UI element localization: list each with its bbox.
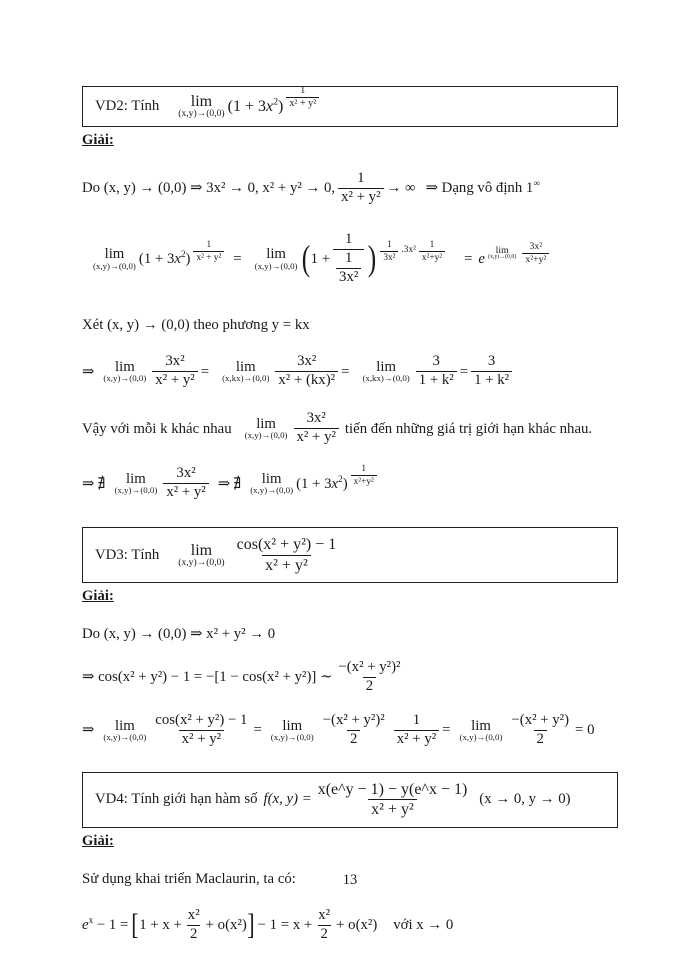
lhs-exponent: $\frac{1}{\text{x² + y²}}$ bbox=[190, 240, 227, 263]
limit-1: lim (x,y)→(0,0) bbox=[103, 359, 147, 384]
vd3-limit-operator: lim (x,y)→(0,0) bbox=[178, 541, 225, 568]
vd2-sol-line-4 bbox=[82, 354, 618, 389]
vd3-sol-line-2 bbox=[82, 660, 618, 695]
vd3-line1-text: Do (x, y) → (0,0) ⇒ x² + y² → 0 bbox=[82, 626, 276, 643]
limit-6a: lim (x,y)→(0,0) bbox=[114, 471, 158, 496]
not-exists-2: ∄ bbox=[233, 475, 242, 492]
vd4-fraction: $\frac{x(e\^{}y - 1) - y(e\^{}x - 1)}{\text{x² + y²}}$ bbox=[317, 780, 468, 819]
maclaurin-fraction-1: $\frac{\text{x²}}{2}$ bbox=[187, 907, 200, 943]
vd2-sol-line-6 bbox=[82, 466, 618, 501]
vd3-fraction-2: $\frac{\text{−(x² + y²)²}}{2}$ bbox=[322, 711, 385, 747]
vd3-fraction-2b: $\frac{1}{\text{x² + y²}}$ bbox=[394, 713, 439, 748]
vd2-line5-lead: Vậy với mỗi k khác nhau bbox=[82, 420, 232, 437]
fraction-6a: $\frac{\text{3x²}}{\text{x² + y²}}$ bbox=[163, 466, 208, 501]
vd4-label: VD4: Tính giới hạn hàm số bbox=[95, 791, 258, 808]
rhs-limit-operator: lim (x,y)→(0,0) bbox=[254, 246, 298, 271]
maclaurin-after: − 1 = x + bbox=[257, 917, 313, 934]
limit-operator-5: lim (x,y)→(0,0) bbox=[244, 416, 288, 441]
maclaurin-inner-lead: 1 + x + bbox=[139, 917, 182, 934]
limit-2: lim (x,kx)→(0,0) bbox=[222, 359, 270, 384]
equals-c: = bbox=[459, 363, 469, 380]
vd3-line2-lead: ⇒ cos(x² + y²) − 1 = −[1 − cos(x² + y²)] ∼ bbox=[82, 668, 333, 685]
vd3-limit-3: lim (x,y)→(0,0) bbox=[459, 717, 503, 742]
vd2-line5-tail: tiến đến những giá trị giới hạn khác nhau. bbox=[344, 420, 593, 437]
equals-a: = bbox=[200, 363, 210, 380]
limit-operator bbox=[178, 94, 224, 119]
vd2-line1-tail: → ∞ bbox=[386, 180, 416, 197]
vd3-label: VD3: Tính bbox=[95, 546, 160, 563]
vd2-line1-lead: Do (x, y) → (0,0) ⇒ 3x² → 0, x² + y² → 0, bbox=[82, 180, 336, 197]
fraction-4: $\frac{3}{\text{1 + k²}}$ bbox=[471, 354, 512, 389]
maclaurin-tail: + o(x²) bbox=[336, 917, 378, 934]
lhs-limit-operator: lim (x,y)→(0,0) bbox=[93, 246, 136, 271]
vd4-sol-line-2 bbox=[82, 908, 618, 943]
vd3-limit-1: lim (x,y)→(0,0) bbox=[103, 717, 147, 742]
solution-heading-vd3: Giải: bbox=[82, 588, 114, 605]
vd2-exponent: $\frac{1}{\text{x² + y²}}$ bbox=[283, 86, 322, 111]
base-6b: $(1 + 3x^2)$ bbox=[296, 473, 348, 492]
example-box-vd3 bbox=[82, 527, 618, 583]
not-exists-1: ∄ bbox=[97, 475, 106, 492]
example-box-vd2 bbox=[82, 86, 618, 127]
equals-2: = bbox=[464, 250, 473, 267]
outer-exponent: $\frac{1}{\text{3x²}}$ .3x² $\frac{1}{\text{x²+y²}}$ bbox=[377, 240, 448, 263]
vd2-line3-text: Xét (x, y) → (0,0) theo phương y = kx bbox=[82, 316, 310, 333]
vd3-implies: ⇒ bbox=[82, 721, 95, 738]
euler-e: e bbox=[478, 250, 485, 267]
fraction-3: $\frac{3}{\text{1 + k²}}$ bbox=[416, 354, 457, 389]
vd2-expression: $(1 + 3x^2)$ bbox=[227, 96, 284, 115]
maclaurin-lhs: $e^x - 1$ = bbox=[82, 915, 129, 934]
page-content bbox=[82, 86, 618, 943]
nested-fraction: $\frac{1}{\frac{1}{\text{3x²}}}$ bbox=[333, 232, 364, 286]
close-bracket: ] bbox=[247, 908, 255, 941]
vd3-fraction: $\frac{\text{cos(x² + y²) − 1}}{\text{x² + y²}}$ bbox=[236, 536, 337, 574]
vd3-equals-a: = bbox=[253, 721, 262, 738]
lhs-base: $(1 + 3x^2)$ bbox=[138, 248, 191, 267]
vd3-line2-fraction: $\frac{\text{−(x² + y²)²}}{2}$ bbox=[338, 658, 401, 694]
vd2-sol-line-1 bbox=[82, 171, 618, 206]
example-box-vd4 bbox=[82, 772, 618, 828]
vd3-sol-line-1 bbox=[82, 625, 618, 643]
open-paren: ( bbox=[301, 238, 310, 279]
vd2-sol-line-2 bbox=[82, 232, 618, 286]
nested-inner-frac: $\frac{1}{\text{3x²}}$ bbox=[333, 249, 364, 286]
fraction-1: $\frac{\text{3x²}}{\text{x² + y²}}$ bbox=[152, 354, 197, 389]
fraction-2: $\frac{\text{3x²}}{\text{x² + (kx)²}}$ bbox=[275, 354, 338, 389]
vd3-result: = 0 bbox=[575, 721, 595, 738]
vd4-line1-text: Sử dụng khai triển Maclaurin, ta có: bbox=[82, 870, 296, 887]
lim-subscript: (x,y)→(0,0) bbox=[178, 108, 225, 120]
open-bracket: [ bbox=[131, 908, 139, 941]
exponent-6b: $\frac{1}{\text{x²+y²}}$ bbox=[348, 464, 380, 487]
solution-heading-vd4: Giải: bbox=[82, 832, 114, 849]
vd2-line1-conclusion: ⇒ Dạng vô định 1∞ bbox=[425, 178, 540, 197]
implies-sign-1: ⇒ bbox=[82, 475, 95, 492]
vd2-sol-line-3 bbox=[82, 316, 618, 334]
limit-3: lim (x,kx)→(0,0) bbox=[362, 359, 410, 384]
equals-1: = bbox=[233, 250, 242, 267]
vd2-sol-line-5 bbox=[82, 411, 618, 446]
vd3-sol-line-3 bbox=[82, 713, 618, 748]
e-exponent: lim (x,y)→(0,0) $\frac{\text{3x²}}{\text{x²+y²}}$ bbox=[485, 242, 552, 266]
vd2-statement bbox=[95, 84, 322, 120]
vd3-fraction-3: $\frac{\text{−(x² + y²)}}{2}$ bbox=[511, 711, 570, 747]
lim-text: lim bbox=[190, 93, 213, 110]
vd4-function: f(x, y) = bbox=[263, 791, 312, 808]
vd3-equals-b: = bbox=[442, 721, 451, 738]
implies-sign-2: ⇒ bbox=[217, 475, 231, 492]
vd4-condition: (x → 0, y → 0) bbox=[479, 791, 571, 808]
implies-sign: ⇒ bbox=[82, 363, 95, 380]
equals-b: = bbox=[341, 363, 350, 380]
maclaurin-inner-tail: + o(x²) bbox=[205, 917, 247, 934]
maclaurin-condition: với x → 0 bbox=[393, 917, 454, 934]
vd2-label: VD2: Tính bbox=[95, 98, 160, 115]
vd4-statement bbox=[95, 781, 571, 819]
page-number: 13 bbox=[342, 872, 358, 888]
inner-lead: 1 + bbox=[310, 250, 331, 267]
vd3-fraction-1: $\frac{\text{cos(x² + y²) − 1}}{\text{x² + y²}}$ bbox=[155, 711, 248, 747]
vd2-line1-fraction: $\frac{1}{\text{x² + y²}}$ bbox=[338, 171, 383, 206]
close-paren: ) bbox=[368, 238, 377, 279]
vd3-limit-2: lim (x,y)→(0,0) bbox=[270, 717, 314, 742]
vd3-statement bbox=[95, 536, 342, 574]
solution-heading-vd2: Giải: bbox=[82, 132, 114, 149]
maclaurin-fraction-2: $\frac{\text{x²}}{2}$ bbox=[318, 907, 331, 943]
limit-6b: lim (x,y)→(0,0) bbox=[250, 471, 294, 496]
fraction-5: $\frac{\text{3x²}}{\text{x² + y²}}$ bbox=[294, 411, 339, 446]
